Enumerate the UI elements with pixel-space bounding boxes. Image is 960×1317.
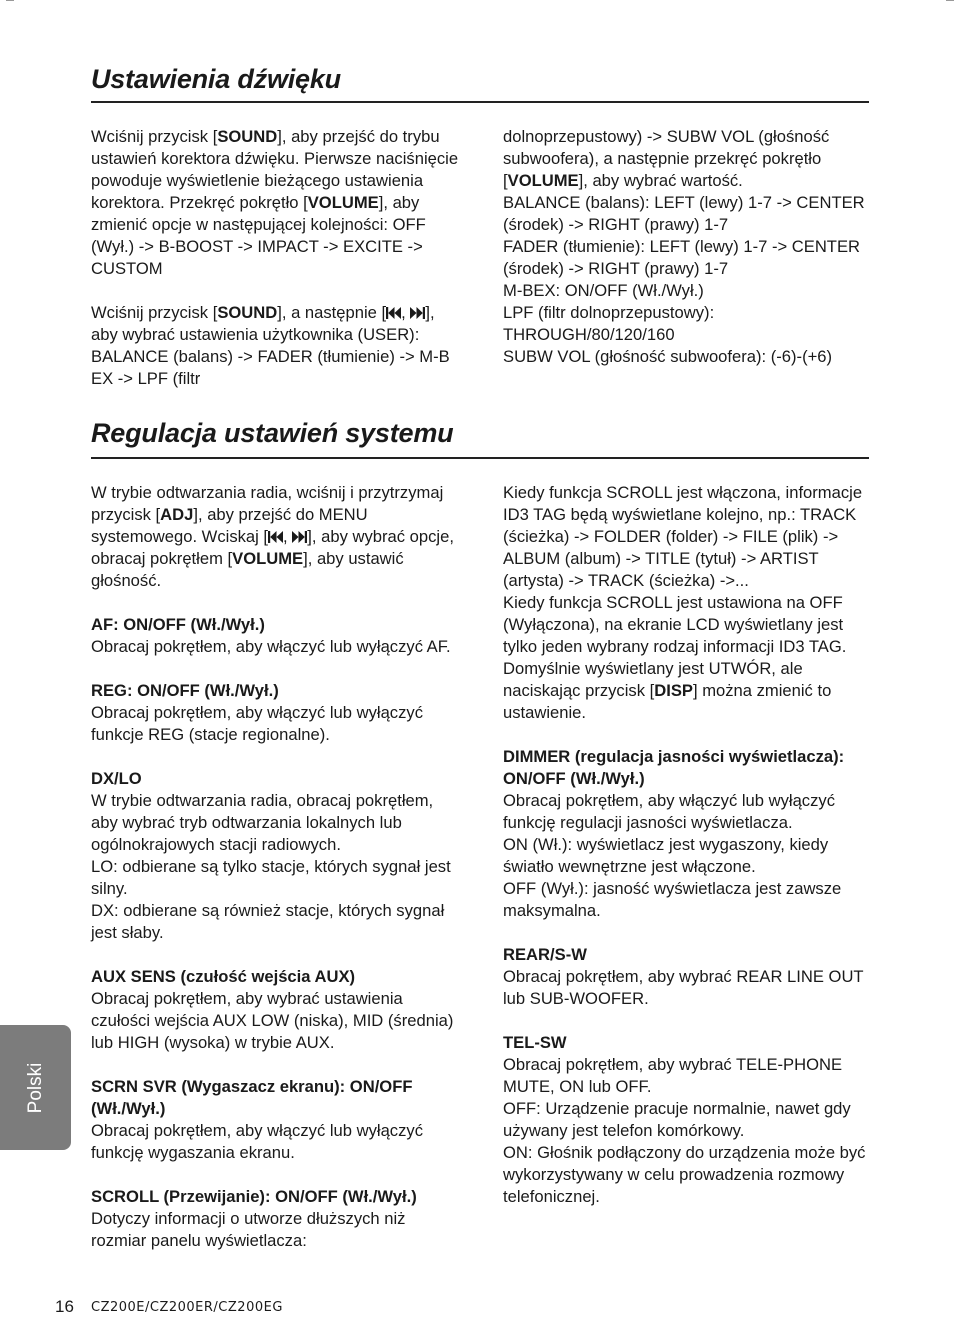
subw-vol-line: SUBW VOL (głośność subwoofera): (-6)-(+6): [503, 347, 833, 366]
screen-saver-text: Obracaj pokrętłem, aby włączyć lub wyłączyć funkcję wygaszania ekranu.: [91, 1121, 423, 1162]
tel-sw-off-text: OFF: Urządzenie pracuje normalnie, nawet gdy używany jest telefon komórkowy.: [503, 1099, 851, 1140]
skip-next-icon: [410, 307, 425, 319]
dimmer-on-text: ON (Wł.): wyświetlacz jest wygaszony, kiedy światło wewnętrzne jest włączone.: [503, 835, 829, 876]
dxlo-text: W trybie odtwarzania radia, obracaj pokrętłem, aby wybrać tryb odtwarzania lokalnych lub ogólnokrajowych stacji radiowych.: [91, 791, 434, 854]
page-number: 16: [55, 1297, 74, 1316]
tel-sw-heading: TEL-SW: [503, 1033, 567, 1052]
balance-line: BALANCE (balans): LEFT (lewy) 1-7 -> CENTER (środek) -> RIGHT (prawy) 1-7: [503, 193, 865, 234]
dxlo-lo-text: LO: odbierane są tylko stacje, których sygnał jest silny.: [91, 857, 451, 898]
scroll-text: Dotyczy informacji o utworze dłuższych niż rozmiar panelu wyświetlacza:: [91, 1209, 406, 1250]
dimmer-off-text: OFF (Wył.): jasność wyświetlacza jest zawsze maksymalna.: [503, 879, 842, 920]
aux-sens-text: Obracaj pokrętłem, aby wybrać ustawienia czułości wejścia AUX LOW (niska), MID (średnia) lub HIGH (wysoka) w trybie AUX.: [91, 989, 454, 1052]
dxlo-heading: DX/LO: [91, 769, 142, 788]
scroll-on-text: Kiedy funkcja SCROLL jest włączona, informacje ID3 TAG będą wyświetlane kolejno, np.: TRACK (ścieżka) -> FOLDER (folder) -> FILE (plik) -> ALBUM (album) -> TITLE (tytuł) -> ARTIST (artysta) -> TRACK (ścieżka) ->...: [503, 483, 863, 590]
reg-heading: REG: ON/OFF (Wł./Wył.): [91, 681, 279, 700]
sound-user-paragraph: Wciśnij przycisk [SOUND], a następnie [ , ], aby wybrać ustawienia użytkownika (USER): BALANCE (balans) -> FADER (tłumienie) -> M-B EX -> LPF (filtr: [91, 303, 450, 388]
fader-line: FADER (tłumienie): LEFT (lewy) 1-7 -> CENTER (środek) -> RIGHT (prawy) 1-7: [503, 237, 860, 278]
model-number: CZ200E/CZ200ER/CZ200EG: [91, 1300, 283, 1315]
dimmer-heading: DIMMER (regulacja jasności wyświetlacza): ON/OFF (Wł./Wył.): [503, 747, 845, 788]
dimmer-text: Obracaj pokrętłem, aby włączyć lub wyłączyć funkcję regulacji jasności wyświetlacza.: [503, 791, 835, 832]
system-intro-paragraph: W trybie odtwarzania radia, wciśnij i przytrzymaj przycisk [ADJ], aby przejść do MENU systemowego. Wciskaj [ , ], aby wybrać opcje, obracaj pokrętłem [VOLUME], aby ustawić głośność.: [91, 483, 454, 590]
skip-previous-icon: [268, 531, 283, 543]
skip-next-icon: [292, 531, 307, 543]
skip-previous-icon: [386, 307, 401, 319]
rear-sw-text: Obracaj pokrętłem, aby wybrać REAR LINE OUT lub SUB-WOOFER.: [503, 967, 864, 1008]
sound-intro-paragraph: Wciśnij przycisk [SOUND], aby przejść do trybu ustawień korektora dźwięku. Pierwsze naciśnięcie powoduje wyświetlenie bieżącego ustawienia korektora. Przekręć pokrętło [VOLUME], aby zmienić opcje w następującej kolejności: OFF (Wył.) -> B-BOOST -> IMPACT -> EXCITE -> CUSTOM: [91, 127, 459, 278]
screen-saver-heading: SCRN SVR (Wygaszacz ekranu): ON/OFF (Wł./Wył.): [91, 1077, 413, 1118]
crop-mark-right: [946, 0, 954, 1]
crop-mark-left: [6, 0, 14, 1]
language-tab-label: Polski: [24, 1062, 46, 1113]
reg-text: Obracaj pokrętłem, aby włączyć lub wyłączyć funkcje REG (stacje regionalne).: [91, 703, 423, 744]
af-text: Obracaj pokrętłem, aby włączyć lub wyłączyć AF.: [91, 637, 451, 656]
sound-settings-left-column: [91, 126, 461, 390]
tel-sw-on-text: ON: Głośnik podłączony do urządzenia może być wykorzystywany w celu prowadzenia rozmowy telefonicznej.: [503, 1143, 866, 1206]
aux-sens-heading: AUX SENS (czułość wejścia AUX): [91, 967, 356, 986]
sound-settings-right-column: [503, 126, 873, 368]
language-tab: [0, 1025, 71, 1150]
lpf-line: LPF (filtr dolnoprzepustowy): THROUGH/80/120/160: [503, 303, 715, 344]
system-settings-right-column: [503, 482, 873, 1208]
af-heading: AF: ON/OFF (Wł./Wył.): [91, 615, 265, 634]
section-title-system-settings: Regulacja ustawień systemu: [91, 418, 454, 448]
scroll-off-text: Kiedy funkcja SCROLL jest ustawiona na OFF (Wyłączona), na ekranie LCD wyświetlany jest tylko jeden wybrany rodzaj informacji ID3 TAG. Domyślnie wyświetlany jest UTWÓR, ale naciskając przycisk [DISP] można zmienić to ustawienie.: [503, 593, 847, 722]
mbex-line: M-BEX: ON/OFF (Wł./Wył.): [503, 281, 704, 300]
scroll-heading: SCROLL (Przewijanie): ON/OFF (Wł./Wył.): [91, 1187, 417, 1206]
sound-user-continued: dolnoprzepustowy) -> SUBW VOL (głośność subwoofera), a następnie przekręć pokrętło [VOLUME], aby wybrać wartość.: [503, 127, 830, 190]
section-rule: [91, 101, 869, 103]
section-title-sound-settings: Ustawienia dźwięku: [91, 64, 341, 94]
dxlo-dx-text: DX: odbierane są również stacje, których sygnał jest słaby.: [91, 901, 445, 942]
system-settings-left-column: [91, 482, 461, 1252]
section-rule: [91, 457, 869, 459]
tel-sw-text: Obracaj pokrętłem, aby wybrać TELE-PHONE MUTE, ON lub OFF.: [503, 1055, 843, 1096]
rear-sw-heading: REAR/S-W: [503, 945, 587, 964]
